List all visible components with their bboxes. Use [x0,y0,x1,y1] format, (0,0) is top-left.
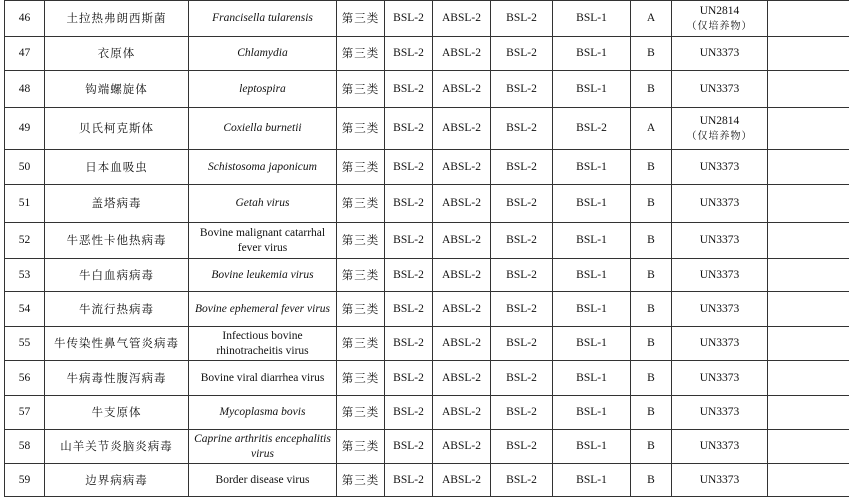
chinese-name: 牛恶性卡他热病毒 [45,223,189,259]
row-number: 54 [5,292,45,327]
row-number: 58 [5,430,45,464]
remarks-cell [768,327,849,361]
chinese-name: 牛流行热病毒 [45,292,189,327]
chinese-name: 日本血吸虫 [45,150,189,185]
hazard-category: 第三类 [337,37,385,71]
un-code: UN3373 [700,440,740,452]
remarks-cell [768,464,849,497]
un-code: UN3373 [700,474,740,486]
packaging-type: B [631,150,672,185]
chinese-name: 牛支原体 [45,396,189,430]
scientific-name: leptospira [189,71,337,108]
row-number: 55 [5,327,45,361]
table-row [5,150,849,185]
hazard-category: 第三类 [337,361,385,396]
lab-level-a: BSL-2 [385,259,433,292]
hazard-category: 第三类 [337,1,385,37]
lab-level-b: ABSL-2 [433,1,491,37]
packaging-type: B [631,223,672,259]
lab-level-b: ABSL-2 [433,223,491,259]
remarks-cell [768,259,849,292]
row-number: 57 [5,396,45,430]
remarks-cell [768,430,849,464]
un-code: UN3373 [700,269,740,281]
lab-level-a: BSL-2 [385,464,433,497]
hazard-category: 第三类 [337,108,385,150]
packaging-type: B [631,292,672,327]
un-code: UN2814 [700,5,740,17]
remarks-cell [768,361,849,396]
lab-level-c: BSL-2 [491,185,553,223]
scientific-name: Bovine ephemeral fever virus [189,292,337,327]
table-row [5,292,849,327]
table-row [5,259,849,292]
lab-level-c: BSL-2 [491,150,553,185]
table-row [5,1,849,37]
lab-level-c: BSL-2 [491,1,553,37]
table-row [5,430,849,464]
pathogen-table [4,0,849,497]
chinese-name: 边界病病毒 [45,464,189,497]
row-number: 56 [5,361,45,396]
lab-level-c: BSL-2 [491,292,553,327]
lab-level-b: ABSL-2 [433,37,491,71]
table-row [5,108,849,150]
row-number: 46 [5,1,45,37]
un-code: UN2814 [700,115,740,127]
hazard-category: 第三类 [337,430,385,464]
table-row [5,464,849,497]
remarks-cell [768,150,849,185]
lab-level-d: BSL-1 [553,150,631,185]
un-number [672,327,768,361]
lab-level-d: BSL-1 [553,1,631,37]
scientific-name: Coxiella burnetii [189,108,337,150]
lab-level-a: BSL-2 [385,150,433,185]
scientific-name: Border disease virus [189,464,337,497]
un-number [672,1,768,37]
packaging-type: B [631,464,672,497]
row-number: 59 [5,464,45,497]
un-code: UN3373 [700,197,740,209]
hazard-category: 第三类 [337,464,385,497]
un-code: UN3373 [700,337,740,349]
remarks-cell [768,1,849,37]
lab-level-b: ABSL-2 [433,464,491,497]
chinese-name: 牛传染性鼻气管炎病毒 [45,327,189,361]
hazard-category: 第三类 [337,71,385,108]
row-number: 52 [5,223,45,259]
chinese-name: 土拉热弗朗西斯菌 [45,1,189,37]
lab-level-a: BSL-2 [385,1,433,37]
lab-level-a: BSL-2 [385,396,433,430]
table-row [5,327,849,361]
scientific-name: Francisella tularensis [189,1,337,37]
scientific-name: Mycoplasma bovis [189,396,337,430]
un-number [672,464,768,497]
table-row [5,37,849,71]
packaging-type: B [631,37,672,71]
lab-level-c: BSL-2 [491,361,553,396]
hazard-category: 第三类 [337,327,385,361]
lab-level-d: BSL-1 [553,396,631,430]
un-number [672,259,768,292]
hazard-category: 第三类 [337,259,385,292]
chinese-name: 盖塔病毒 [45,185,189,223]
lab-level-b: ABSL-2 [433,71,491,108]
un-number [672,292,768,327]
un-number [672,430,768,464]
lab-level-a: BSL-2 [385,430,433,464]
scientific-name: Bovine leukemia virus [189,259,337,292]
un-code: UN3373 [700,234,740,246]
lab-level-b: ABSL-2 [433,430,491,464]
packaging-type: B [631,185,672,223]
remarks-cell [768,292,849,327]
remarks-cell [768,108,849,150]
lab-level-a: BSL-2 [385,361,433,396]
packaging-type: B [631,361,672,396]
remarks-cell [768,71,849,108]
lab-level-d: BSL-1 [553,430,631,464]
packaging-type: A [631,1,672,37]
lab-level-b: ABSL-2 [433,150,491,185]
lab-level-c: BSL-2 [491,108,553,150]
lab-level-c: BSL-2 [491,223,553,259]
lab-level-a: BSL-2 [385,185,433,223]
un-number [672,150,768,185]
table-body [5,1,849,497]
packaging-type: B [631,71,672,108]
lab-level-c: BSL-2 [491,259,553,292]
un-number [672,108,768,150]
lab-level-b: ABSL-2 [433,396,491,430]
remarks-cell [768,185,849,223]
lab-level-b: ABSL-2 [433,327,491,361]
row-number: 49 [5,108,45,150]
lab-level-c: BSL-2 [491,327,553,361]
hazard-category: 第三类 [337,396,385,430]
scientific-name: Caprine arthritis encephalitis virus [189,430,337,464]
table-row [5,185,849,223]
remarks-cell [768,396,849,430]
lab-level-d: BSL-1 [553,327,631,361]
un-number [672,185,768,223]
scientific-name: Bovine malignant catarrhal fever virus [189,223,337,259]
chinese-name: 牛白血病病毒 [45,259,189,292]
lab-level-a: BSL-2 [385,292,433,327]
hazard-category: 第三类 [337,185,385,223]
un-code: UN3373 [700,303,740,315]
packaging-type: A [631,108,672,150]
hazard-category: 第三类 [337,150,385,185]
row-number: 47 [5,37,45,71]
scientific-name: Schistosoma japonicum [189,150,337,185]
table-row [5,71,849,108]
packaging-type: B [631,430,672,464]
row-number: 53 [5,259,45,292]
chinese-name: 牛病毒性腹泻病毒 [45,361,189,396]
row-number: 48 [5,71,45,108]
lab-level-c: BSL-2 [491,71,553,108]
lab-level-d: BSL-1 [553,292,631,327]
packaging-type: B [631,327,672,361]
hazard-category: 第三类 [337,223,385,259]
lab-level-d: BSL-1 [553,71,631,108]
lab-level-b: ABSL-2 [433,259,491,292]
lab-level-a: BSL-2 [385,327,433,361]
lab-level-d: BSL-1 [553,37,631,71]
un-code: UN3373 [700,161,740,173]
lab-level-d: BSL-1 [553,464,631,497]
lab-level-c: BSL-2 [491,464,553,497]
un-number [672,361,768,396]
lab-level-a: BSL-2 [385,108,433,150]
lab-level-c: BSL-2 [491,396,553,430]
lab-level-a: BSL-2 [385,223,433,259]
row-number: 51 [5,185,45,223]
chinese-name: 衣原体 [45,37,189,71]
lab-level-d: BSL-2 [553,108,631,150]
lab-level-c: BSL-2 [491,37,553,71]
un-note: （仅培养物） [674,129,765,144]
hazard-category: 第三类 [337,292,385,327]
scientific-name: Bovine viral diarrhea virus [189,361,337,396]
lab-level-d: BSL-1 [553,185,631,223]
packaging-type: B [631,259,672,292]
lab-level-d: BSL-1 [553,259,631,292]
lab-level-b: ABSL-2 [433,185,491,223]
un-number [672,223,768,259]
packaging-type: B [631,396,672,430]
lab-level-d: BSL-1 [553,361,631,396]
table-row [5,361,849,396]
table-row [5,396,849,430]
un-code: UN3373 [700,47,740,59]
scientific-name: Chlamydia [189,37,337,71]
lab-level-b: ABSL-2 [433,108,491,150]
remarks-cell [768,223,849,259]
lab-level-d: BSL-1 [553,223,631,259]
un-code: UN3373 [700,83,740,95]
lab-level-b: ABSL-2 [433,361,491,396]
un-number [672,396,768,430]
un-note: （仅培养物） [674,19,765,34]
remarks-cell [768,37,849,71]
lab-level-a: BSL-2 [385,71,433,108]
un-number [672,71,768,108]
un-code: UN3373 [700,406,740,418]
chinese-name: 山羊关节炎脑炎病毒 [45,430,189,464]
table-row [5,223,849,259]
scientific-name: Infectious bovine rhinotracheitis virus [189,327,337,361]
chinese-name: 钩端螺旋体 [45,71,189,108]
lab-level-a: BSL-2 [385,37,433,71]
un-code: UN3373 [700,372,740,384]
un-number [672,37,768,71]
lab-level-c: BSL-2 [491,430,553,464]
scientific-name: Getah virus [189,185,337,223]
lab-level-b: ABSL-2 [433,292,491,327]
row-number: 50 [5,150,45,185]
chinese-name: 贝氏柯克斯体 [45,108,189,150]
